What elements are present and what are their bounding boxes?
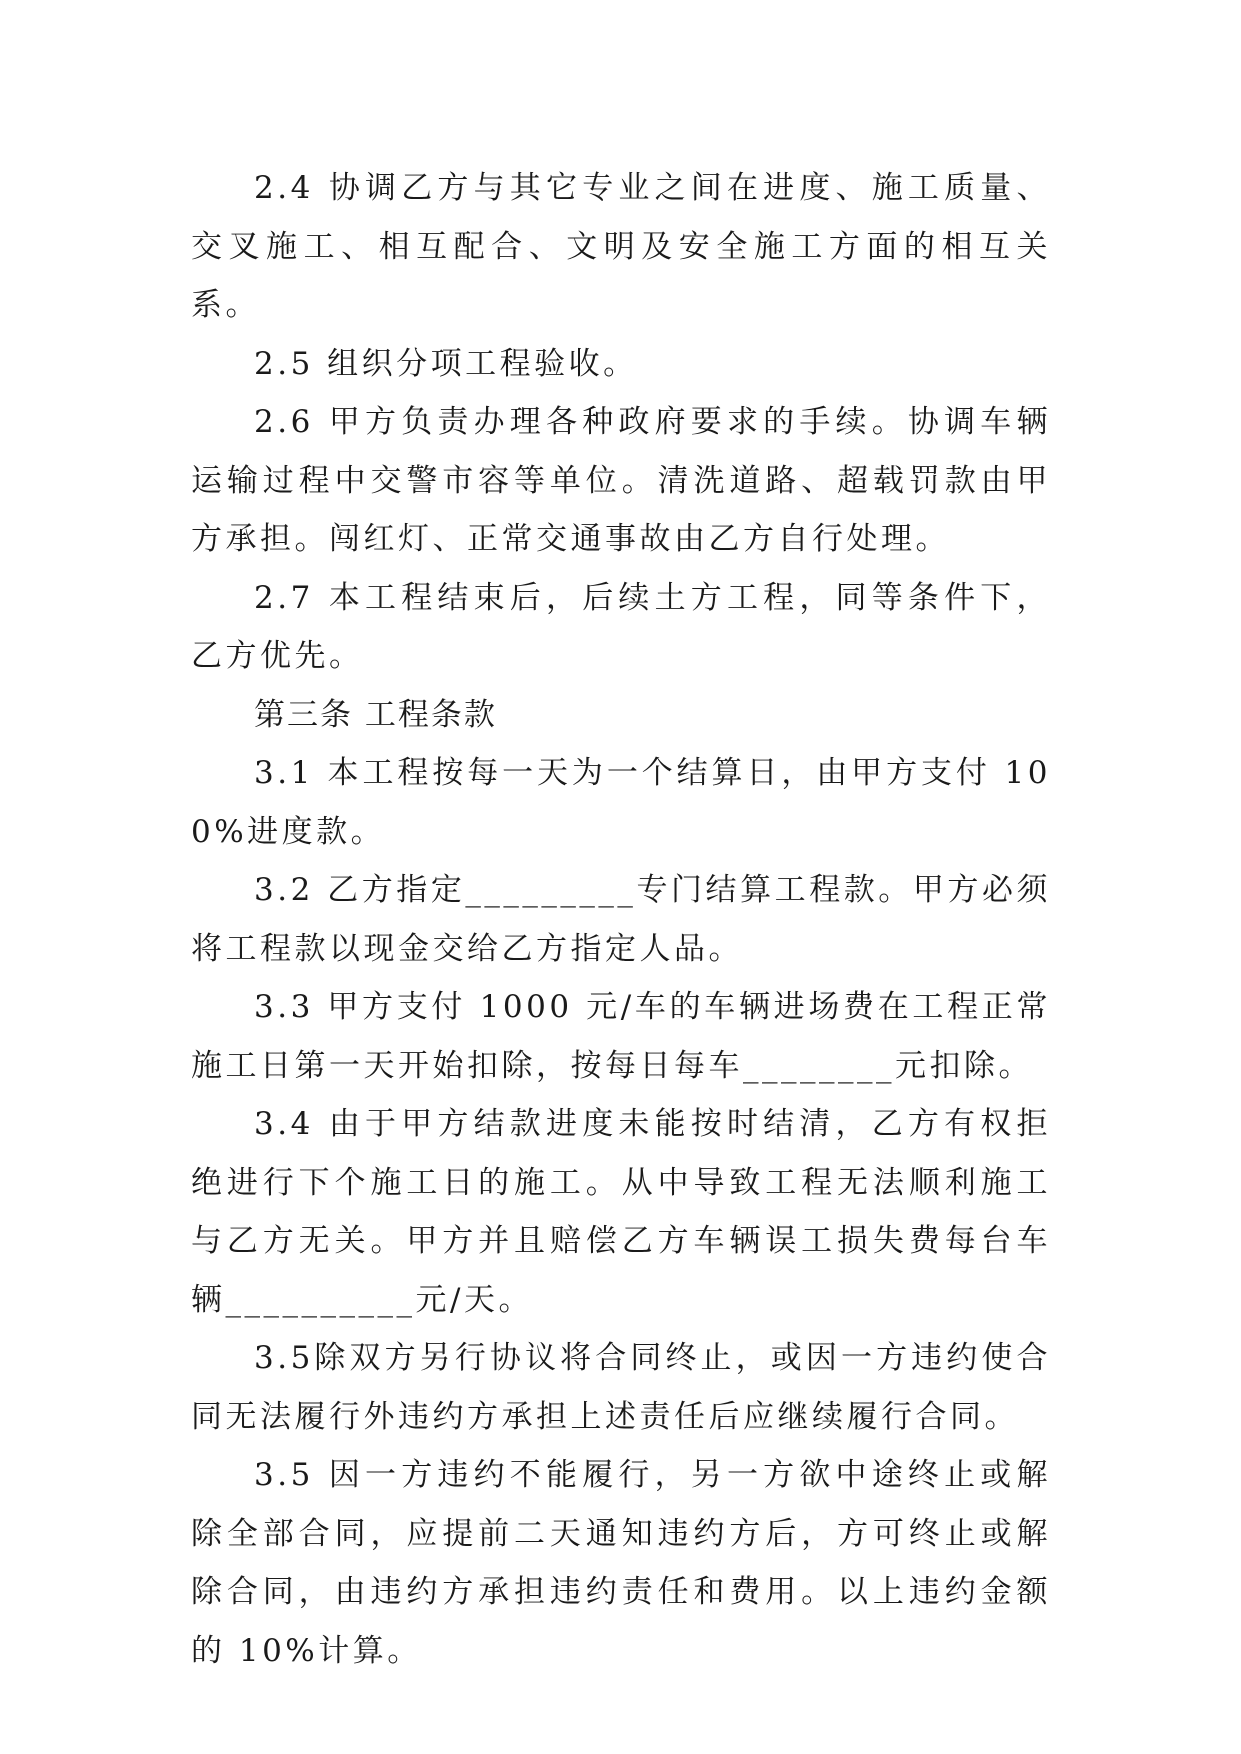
clause-3-5-b: 3.5 因一方违约不能履行，另一方欲中途终止或解除全部合同，应提前二天通知违约方后，方可终止或解除合同，由违约方承担违约责任和费用。以上违约金额的 10%计算。 (191, 1457, 1051, 1669)
clause-3-1: 3.1 本工程按每一天为一个结算日，由甲方支付 100%进度款。 (191, 755, 1051, 850)
section-heading-article-3: 第三条 工程条款 (254, 696, 497, 733)
clause-2-7: 2.7 本工程结束后，后续土方工程，同等条件下，乙方优先。 (191, 579, 1051, 674)
clause-2-5: 2.5 组织分项工程验收。 (254, 345, 638, 382)
document-body (191, 159, 1051, 1680)
clause-2-4: 2.4 协调乙方与其它专业之间在进度、施工质量、交叉施工、相互配合、文明及安全施工方面的相互关系。 (191, 170, 1051, 323)
clause-3-3: 3.3 甲方支付 1000 元/车的车辆进场费在工程正常施工日第一天开始扣除，按每日每车________元扣除。 (191, 989, 1051, 1084)
clause-3-4: 3.4 由于甲方结款进度未能按时结清，乙方有权拒绝进行下个施工日的施工。从中导致工程无法顺利施工与乙方无关。甲方并且赔偿乙方车辆误工损失费每台车辆__________元/天。 (191, 1106, 1051, 1318)
clause-2-6: 2.6 甲方负责办理各种政府要求的手续。协调车辆运输过程中交警市容等单位。清洗道路、超载罚款由甲方承担。闯红灯、正常交通事故由乙方自行处理。 (191, 404, 1051, 557)
clause-3-2: 3.2 乙方指定_________专门结算工程款。甲方必须将工程款以现金交给乙方指定人品。 (191, 872, 1051, 967)
clause-3-5-a: 3.5除双方另行协议将合同终止，或因一方违约使合同无法履行外违约方承担上述责任后应继续履行合同。 (191, 1340, 1051, 1435)
